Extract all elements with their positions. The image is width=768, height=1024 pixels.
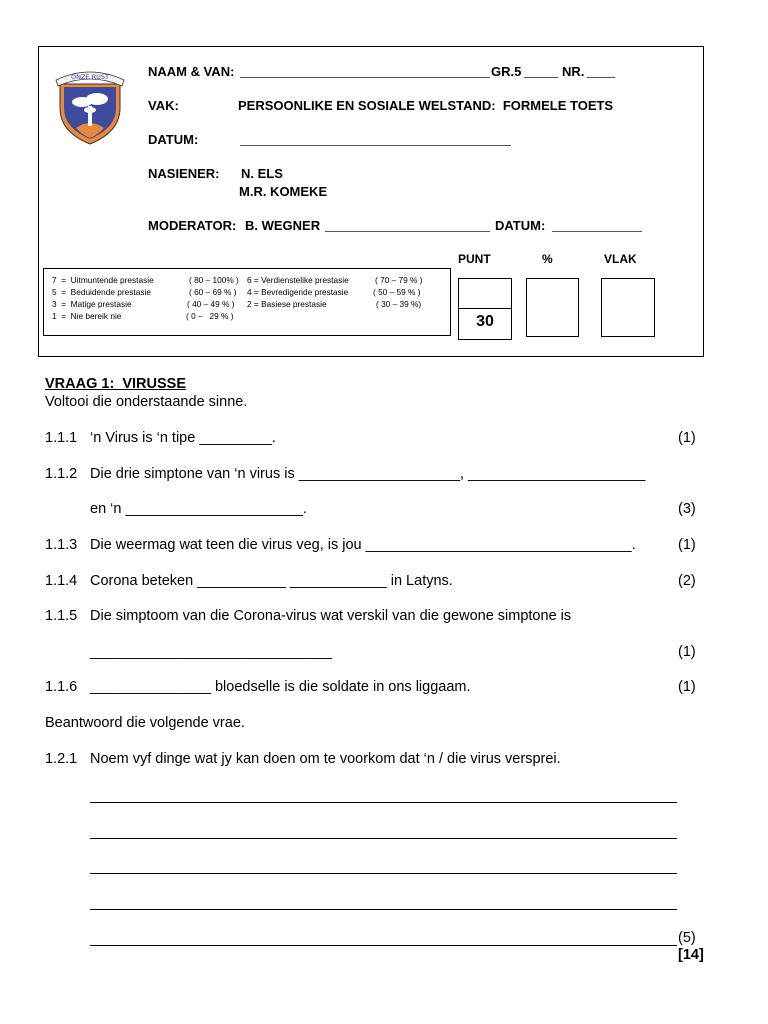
scale-5-range: ( 60 – 69 % ) bbox=[189, 287, 237, 297]
datum-label: DATUM: bbox=[148, 132, 199, 147]
scale-2-range: ( 30 – 39 %) bbox=[376, 299, 422, 309]
answer-line-2[interactable] bbox=[90, 838, 677, 839]
nasiener-label: NASIENER: bbox=[148, 166, 220, 181]
question-number: 1.1.1 bbox=[45, 430, 78, 446]
scale-6-range: ( 70 – 79 % ) bbox=[375, 275, 423, 285]
question-marks: (1) bbox=[678, 644, 696, 660]
question-number: 1.1.2 bbox=[45, 466, 78, 482]
section-title: VRAAG 1: VIRUSSE bbox=[45, 376, 186, 392]
question-number: 1.1.4 bbox=[45, 573, 78, 589]
question-text: Corona beteken ___________ ____________ in Latyns. bbox=[90, 573, 453, 589]
question-text: ______________________________ bbox=[90, 644, 332, 660]
answer-line-3[interactable] bbox=[90, 873, 677, 874]
grade-label: GR.5 bbox=[491, 64, 522, 79]
question-text: Die weermag wat teen die virus veg, is jou _________________________________. bbox=[90, 537, 636, 553]
nr-label: NR. bbox=[562, 64, 585, 79]
section-instruction: Voltooi die onderstaande sinne. bbox=[45, 394, 248, 410]
scale-4-range: ( 50 – 59 % ) bbox=[373, 287, 421, 297]
vlak-box[interactable] bbox=[601, 278, 655, 337]
answer-line-5[interactable] bbox=[90, 945, 677, 946]
question-text: Die drie simptone van ‘n virus is ____________________, ______________________ bbox=[90, 466, 646, 482]
question-marks: (1) bbox=[678, 537, 696, 553]
percent-label: % bbox=[542, 252, 553, 266]
punt-box-divider bbox=[459, 308, 511, 309]
grade-line[interactable] bbox=[524, 77, 558, 78]
vlak-label: VLAK bbox=[604, 252, 637, 266]
scale-4-label: 4 = Bevredigende prestasie bbox=[247, 287, 349, 297]
question-number: 1.1.3 bbox=[45, 537, 78, 553]
section-total: [14] bbox=[678, 947, 704, 963]
scale-3-range: ( 40 – 49 % ) bbox=[187, 299, 235, 309]
vak-label: VAK: bbox=[148, 98, 179, 113]
question-number: 1.2.1 bbox=[45, 751, 78, 767]
question-text: _______________ bloedselle is die soldate in ons liggaam. bbox=[90, 679, 471, 695]
nasiener-name-1: N. ELS bbox=[241, 166, 283, 181]
question-text: ‘n Virus is ‘n tipe _________. bbox=[90, 430, 276, 446]
punt-total: 30 bbox=[476, 313, 494, 330]
moderator-label: MODERATOR: bbox=[148, 218, 237, 233]
scale-7-label: 7 = Uitmuntende prestasie bbox=[52, 275, 154, 285]
scale-3-label: 3 = Matige prestasie bbox=[52, 299, 132, 309]
question-marks: (1) bbox=[678, 679, 696, 695]
question-marks: (3) bbox=[678, 501, 696, 517]
punt-box[interactable] bbox=[458, 278, 512, 340]
question-text: Die simptoom van die Corona-virus wat verskil van die gewone simptone is bbox=[90, 608, 572, 624]
vak-value: PERSOONLIKE EN SOSIALE WELSTAND: FORMELE TOETS bbox=[238, 98, 614, 113]
nr-line[interactable] bbox=[587, 77, 615, 78]
percent-box[interactable] bbox=[526, 278, 579, 337]
question-text: Noem vyf dinge wat jy kan doen om te voorkom dat ‘n / die virus versprei. bbox=[90, 751, 561, 767]
datum-line[interactable] bbox=[240, 145, 511, 146]
crest-banner-text: ONZE RUST bbox=[71, 73, 109, 81]
moderator-line[interactable] bbox=[325, 231, 490, 232]
scale-7-range: ( 80 – 100% ) bbox=[189, 275, 239, 285]
answer-line-4[interactable] bbox=[90, 909, 677, 910]
question-marks: (1) bbox=[678, 430, 696, 446]
naam-line[interactable] bbox=[240, 77, 490, 78]
moderator-datum-line[interactable] bbox=[552, 231, 642, 232]
question-marks: (2) bbox=[678, 573, 696, 589]
section-instruction-2: Beantwoord die volgende vrae. bbox=[45, 715, 245, 731]
scale-1-range: ( 0 – 29 % ) bbox=[186, 311, 234, 321]
school-crest-logo bbox=[50, 62, 130, 146]
moderator-value: B. WEGNER bbox=[245, 218, 321, 233]
scale-1-label: 1 = Nie bereik nie bbox=[52, 311, 122, 321]
question-text: en ‘n ______________________. bbox=[90, 501, 307, 517]
nasiener-name-2: M.R. KOMEKE bbox=[239, 184, 328, 199]
moderator-datum-label: DATUM: bbox=[495, 218, 546, 233]
question-number: 1.1.6 bbox=[45, 679, 78, 695]
question-marks: (5) bbox=[678, 930, 696, 946]
naam-label: NAAM & VAN: bbox=[148, 64, 235, 79]
scale-5-label: 5 = Beduidende prestasie bbox=[52, 287, 151, 297]
scale-6-label: 6 = Verdienstelike prestasie bbox=[247, 275, 349, 285]
scale-2-label: 2 = Basiese prestasie bbox=[247, 299, 327, 309]
question-number: 1.1.5 bbox=[45, 608, 78, 624]
punt-label: PUNT bbox=[458, 252, 491, 266]
answer-line-1[interactable] bbox=[90, 802, 677, 803]
